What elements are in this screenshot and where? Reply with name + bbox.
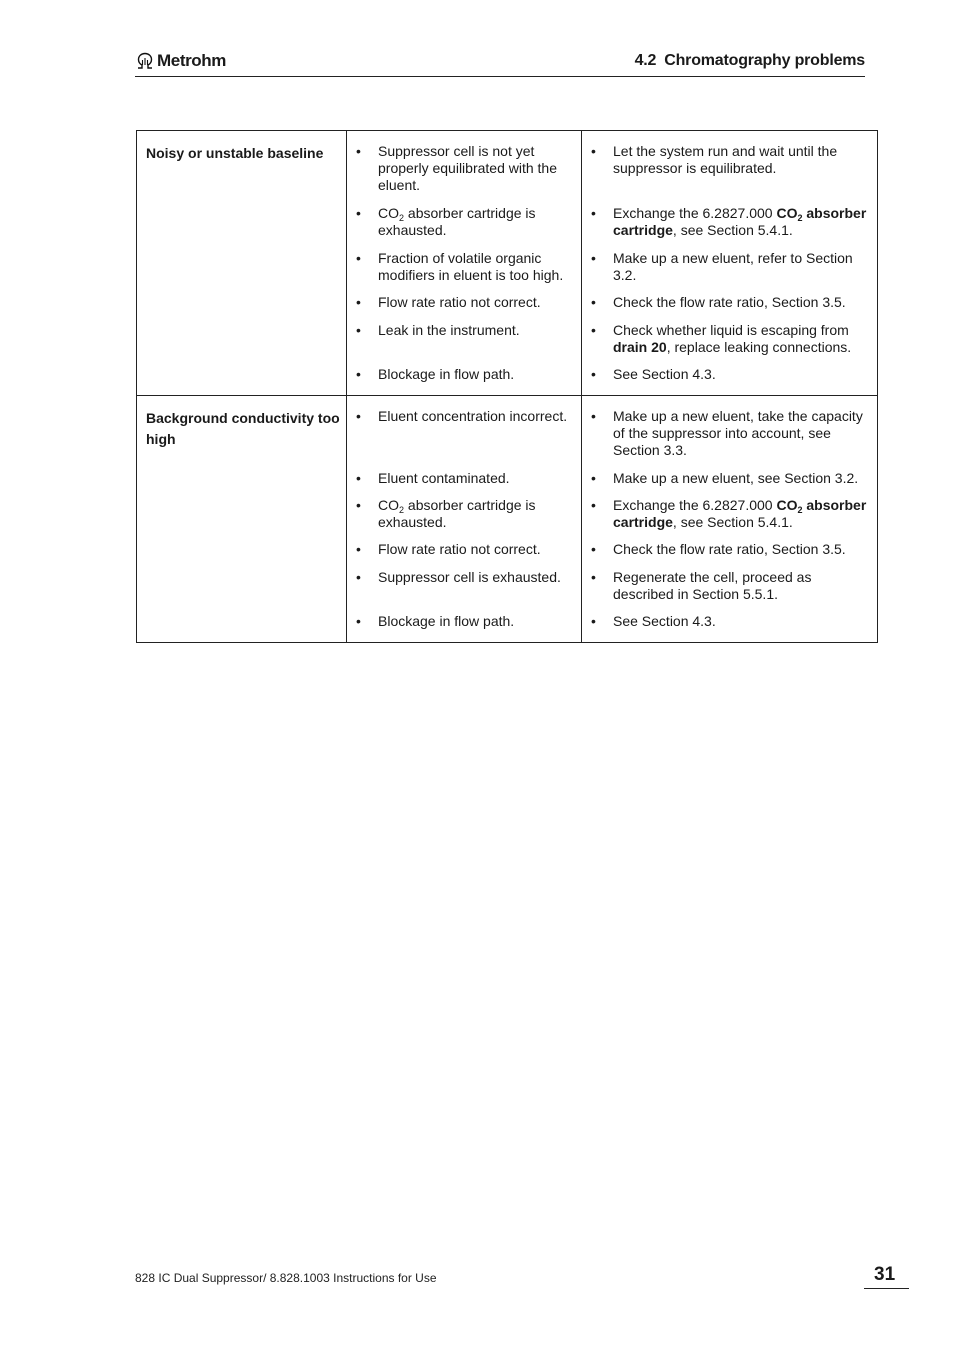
bullet-point: • [356,294,361,310]
brand-logo [135,50,226,72]
remedy-text: absorber cartridge [613,205,867,238]
cause-text: Blockage in flow path. [378,366,515,382]
cause-item [347,322,581,356]
cause-item [347,408,581,459]
cause-text: Fraction of volatile organic modifiers in eluent is too high. [378,250,564,283]
remedy-text: Exchange the 6.2827.000 [613,205,777,221]
cause-text: CO [378,205,399,221]
bullet-point: • [356,569,361,585]
cause-text: Eluent concentration incorrect. [378,408,568,424]
bullet-point: • [591,408,596,424]
bullet-point: • [356,497,361,513]
bullet-point: • [356,250,361,266]
bullet-point: • [356,470,361,486]
remedy-text: Regenerate the cell, proceed as described in Section 5.5.1. [613,569,812,602]
bullet-point: • [356,408,361,424]
cause-item [347,470,581,487]
section-heading [635,50,865,72]
troubleshooting-table [136,130,878,643]
remedy-text: CO [776,205,798,221]
bullet-point: • [356,613,361,629]
bullet-point: • [591,569,596,585]
remedy-text: , replace leaking connections. [666,339,852,355]
remedy-item [582,569,877,603]
section-title: Chromatography problems [664,52,865,69]
remedy-text: absorber cartridge [613,497,867,530]
cause-cell [347,396,582,643]
cause-item [347,250,581,284]
bullet-point: • [591,294,596,310]
remedy-text: Exchange the 6.2827.000 [613,497,777,513]
cause-item [347,294,581,311]
bullet-point: • [591,322,596,338]
cause-list [347,131,581,395]
remedy-text: CO [776,497,798,513]
bullet-point: • [591,497,596,513]
remedy-text: Make up a new eluent, take the capacity of the suppressor into account, see Section 3.3. [613,408,863,458]
remedy-text: Check the flow rate ratio, Section 3.5. [613,541,846,557]
cause-text: Blockage in flow path. [378,613,515,629]
bullet-point: • [591,613,596,629]
bullet-point: • [591,250,596,266]
cause-item [347,366,581,383]
remedy-cell [582,396,878,643]
bullet-point: • [591,366,596,382]
cause-item [347,613,581,630]
cause-text: Leak in the instrument. [378,322,520,338]
remedy-text: drain 20 [613,339,667,355]
cause-text: absorber cartridge is exhausted. [378,497,536,530]
page-header [135,50,865,77]
cause-list [347,396,581,642]
cause-text: absorber cartridge is exhausted. [378,205,536,238]
bullet-point: • [356,205,361,221]
cause-text: Suppressor cell is exhausted. [378,569,561,585]
remedy-list [582,396,877,642]
cause-text: CO [378,497,399,513]
remedy-item [582,497,877,531]
cause-text: Eluent contaminated. [378,470,510,486]
remedy-text: Check whether liquid is escaping from [613,322,849,338]
brand-name: Metrohm [157,51,226,70]
table-row [137,131,878,396]
remedy-text: , see Section 5.4.1. [672,514,793,530]
remedy-item [582,205,877,239]
cause-item [347,205,581,239]
remedy-text: 2 [797,213,803,223]
cause-item [347,569,581,603]
bullet-point: • [591,205,596,221]
section-number: 4.2 [634,52,657,69]
remedy-item [582,143,877,194]
problem-cell: Noisy or unstable baseline [137,131,347,396]
remedy-text: Make up a new eluent, refer to Section 3.2. [613,250,853,283]
cause-item [347,497,581,531]
remedy-item [582,408,877,459]
remedy-text: Make up a new eluent, see Section 3.2. [613,470,859,486]
cause-text: 2 [399,505,405,515]
cause-text: 2 [399,213,405,223]
bullet-point: • [356,541,361,557]
table-row [137,396,878,643]
remedy-cell [582,131,878,396]
remedy-text: See Section 4.3. [613,613,716,629]
bullet-point: • [591,470,596,486]
remedy-list [582,131,877,395]
page-number: 31 [864,1264,909,1289]
remedy-item [582,294,877,311]
footer-document-title: 828 IC Dual Suppressor/ 8.828.1003 Instructions for Use [135,1271,437,1285]
cause-text: Suppressor cell is not yet properly equilibrated with the eluent. [378,143,557,193]
problem-cell: Background conductivity too high [137,396,347,643]
cause-item [347,541,581,558]
remedy-item [582,470,877,487]
cause-text: Flow rate ratio not correct. [378,294,541,310]
remedy-text: Let the system run and wait until the suppressor is equilibrated. [613,143,838,176]
remedy-item [582,613,877,630]
remedy-item [582,541,877,558]
bullet-point: • [356,366,361,382]
bullet-point: • [591,143,596,159]
remedy-item [582,366,877,383]
remedy-text: , see Section 5.4.1. [672,222,793,238]
remedy-item [582,250,877,284]
bullet-point: • [591,541,596,557]
bullet-point: • [356,143,361,159]
remedy-text: See Section 4.3. [613,366,716,382]
cause-text: Flow rate ratio not correct. [378,541,541,557]
metrohm-omega-icon [135,52,155,70]
cause-cell [347,131,582,396]
remedy-text: Check the flow rate ratio, Section 3.5. [613,294,846,310]
remedy-text: 2 [797,505,803,515]
cause-item [347,143,581,194]
remedy-item [582,322,877,356]
bullet-point: • [356,322,361,338]
